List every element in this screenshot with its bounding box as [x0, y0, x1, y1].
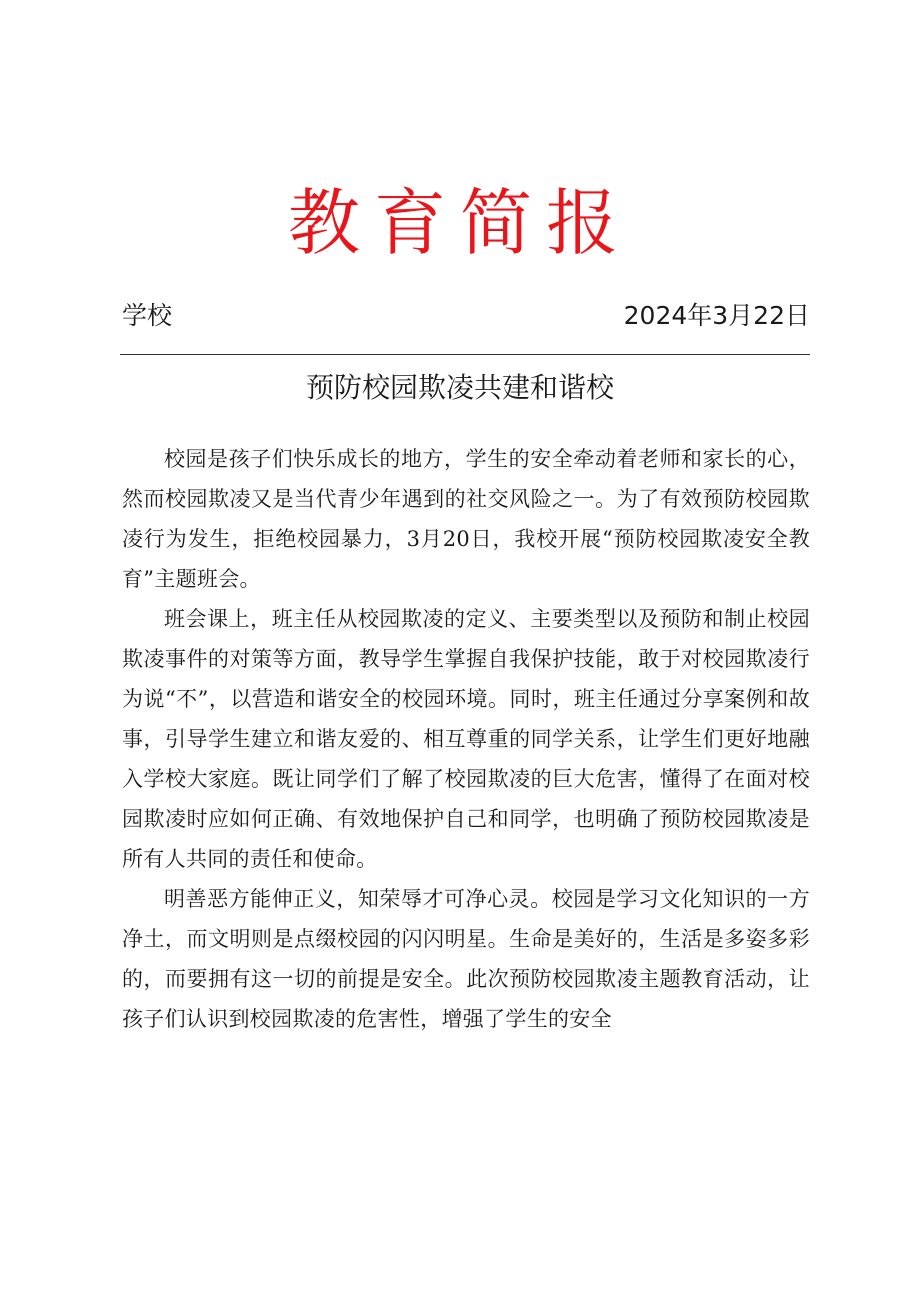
- school-label: 学校: [122, 301, 173, 330]
- header-divider: [120, 354, 810, 355]
- meta-row: [122, 296, 810, 336]
- masthead-title: 教育简报: [287, 181, 632, 265]
- issue-date: 2024年3月22日: [623, 301, 810, 330]
- article-headline: 预防校园欺凌共建和谐校: [305, 371, 614, 404]
- article-paragraph: 校园是孩子们快乐成长的地方，学生的安全牵动着老师和家长的心，然而校园欺凌又是当代青少年遇到的社交风险之一。为了有效预防校园欺凌行为发生，拒绝校园暴力，3月20日，我校开展“预防校园欺凌安全教育”主题班会。: [122, 447, 810, 591]
- article-paragraph: 班会课上，班主任从校园欺凌的定义、主要类型以及预防和制止校园欺凌事件的对策等方面，教导学生掌握自我保护技能，敢于对校园欺凌行为说“不”，以营造和谐安全的校园环境。同时，班主任通过分享案例和故事，引导学生建立和谐友爱的、相互尊重的同学关系，让学生们更好地融入学校大家庭。既让同学们了解了校园欺凌的巨大危害，懂得了在面对校园欺凌时应如何正确、有效地保护自己和同学，也明确了预防校园欺凌是所有人共同的责任和使命。: [122, 607, 810, 871]
- article-paragraph: 明善恶方能伸正义，知荣辱才可净心灵。校园是学习文化知识的一方净土，而文明则是点缀校园的闪闪明星。生命是美好的，生活是多姿多彩的，而要拥有这一切的前提是安全。此次预防校园欺凌主题教育活动，让孩子们认识到校园欺凌的危害性，增强了学生的安全: [122, 887, 810, 1031]
- article-body: [122, 439, 810, 1039]
